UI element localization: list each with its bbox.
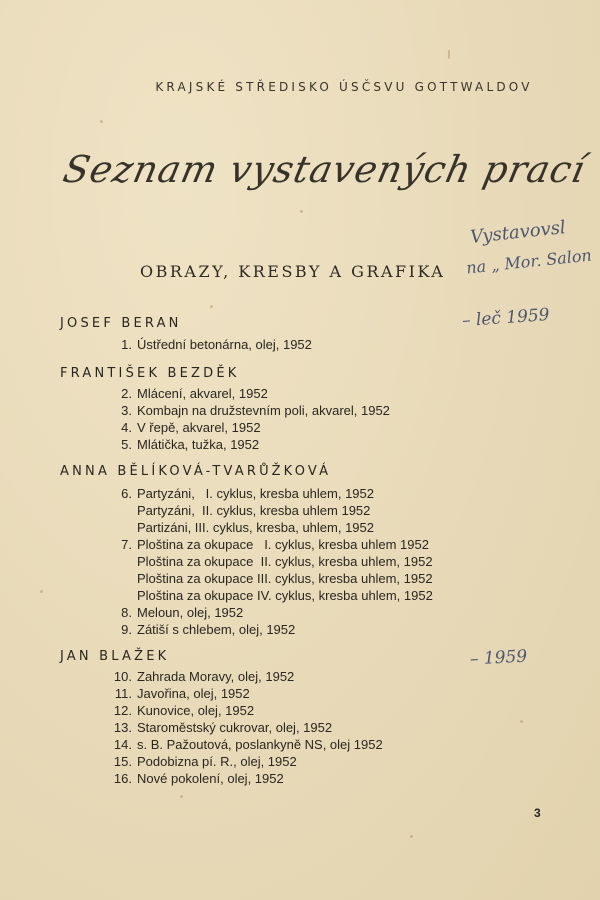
work-item: [104, 402, 390, 419]
paper-speck: [180, 795, 183, 798]
work-item: [104, 485, 433, 502]
work-text: Podobizna pí. R., olej, 1952: [137, 754, 297, 769]
works-list: [104, 385, 390, 453]
artist-name: FRANTIŠEK BEZDĚK: [60, 366, 240, 381]
work-text: Zátiší s chlebem, olej, 1952: [137, 622, 296, 637]
work-number: 7.: [121, 537, 132, 552]
paper-speck: [520, 720, 523, 723]
work-item: [104, 436, 390, 453]
work-text: Staroměstský cukrovar, olej, 1952: [137, 720, 333, 735]
handwritten-note-line1: Vystavovsl: [469, 217, 567, 248]
paper-speck: [448, 50, 450, 59]
work-item: [104, 570, 433, 587]
work-item: [104, 336, 312, 353]
paper-speck: [300, 210, 303, 213]
work-number: 12.: [113, 703, 132, 718]
paper-speck: [210, 305, 213, 308]
work-text: Mlátička, tužka, 1952: [137, 437, 260, 452]
work-text: Kunovice, olej, 1952: [137, 703, 255, 718]
work-number: 1.: [121, 337, 132, 352]
work-number: 6.: [121, 486, 132, 501]
work-text: s. B. Pažoutová, poslankyně NS, olej 1952: [137, 737, 383, 752]
work-text: Ploština za okupace I. cyklus, kresba uhlem 1952: [137, 537, 429, 552]
work-number: 15.: [113, 754, 132, 769]
work-item: [104, 770, 383, 787]
work-text: Kombajn na družstevním poli, akvarel, 1952: [137, 403, 390, 418]
section-title: OBRAZY, KRESBY A GRAFIKA: [140, 262, 446, 281]
work-item: [104, 536, 433, 553]
artist-name: JAN BLAŽEK: [60, 649, 170, 664]
work-number: 13.: [113, 720, 132, 735]
work-text: Ploština za okupace II. cyklus, kresba uhlem, 1952: [137, 554, 433, 569]
work-number: 16.: [113, 771, 132, 786]
work-text: Ploština za okupace IV. cyklus, kresba uhlem, 1952: [137, 588, 433, 603]
works-list: [104, 668, 383, 787]
work-text: Zahrada Moravy, olej, 1952: [137, 669, 295, 684]
work-number: 10.: [113, 669, 132, 684]
work-number: 9.: [121, 622, 132, 637]
work-text: Mlácení, akvarel, 1952: [137, 386, 268, 401]
document-script-title: Seznam vystavených prací: [59, 148, 590, 191]
handwritten-note-jan-blazek: – 1959: [469, 646, 528, 670]
work-number: 8.: [121, 605, 132, 620]
work-number: 14.: [113, 737, 132, 752]
work-number: 3.: [121, 403, 132, 418]
artist-name: ANNA BĚLÍKOVÁ-TVARŮŽKOVÁ: [60, 464, 332, 479]
work-item: [104, 753, 383, 770]
work-text: V řepě, akvarel, 1952: [137, 420, 261, 435]
work-item: [104, 587, 433, 604]
work-item: [104, 604, 433, 621]
work-text: Ploština za okupace III. cyklus, kresba uhlem, 1952: [137, 571, 433, 586]
work-text: Meloun, olej, 1952: [137, 605, 244, 620]
paper-speck: [410, 835, 413, 838]
paper-speck: [100, 120, 103, 123]
works-list: [104, 485, 433, 638]
work-text: Partyzáni, I. cyklus, kresba uhlem, 1952: [137, 486, 374, 501]
organization-header: KRAJSKÉ STŘEDISKO ÚSČSVU GOTTWALDOV: [155, 80, 533, 94]
handwritten-note-line2: na „ Mor. Salon: [465, 245, 593, 278]
work-text: Ústřední betonárna, olej, 1952: [137, 337, 312, 352]
work-item: [104, 702, 383, 719]
work-item: [104, 385, 390, 402]
work-text: Partizáni, III. cyklus, kresba, uhlem, 1952: [137, 520, 374, 535]
work-number: 5.: [121, 437, 132, 452]
work-item: [104, 668, 383, 685]
work-item: [104, 719, 383, 736]
work-item: [104, 502, 433, 519]
work-number: 2.: [121, 386, 132, 401]
work-item: [104, 621, 433, 638]
work-item: [104, 519, 433, 536]
work-item: [104, 736, 383, 753]
paper-speck: [40, 590, 43, 593]
work-item: [104, 419, 390, 436]
work-number: 11.: [114, 686, 132, 701]
work-item: [104, 685, 383, 702]
work-text: Javořina, olej, 1952: [137, 686, 250, 701]
work-text: Partyzáni, II. cyklus, kresba uhlem 1952: [137, 503, 371, 518]
work-number: 4.: [121, 420, 132, 435]
page-number: 3: [534, 806, 541, 820]
handwritten-note-line3: – leč 1959: [461, 304, 551, 332]
work-text: Nové pokolení, olej, 1952: [137, 771, 284, 786]
work-item: [104, 553, 433, 570]
works-list: [104, 336, 312, 353]
artist-name: JOSEF BERAN: [60, 316, 182, 331]
